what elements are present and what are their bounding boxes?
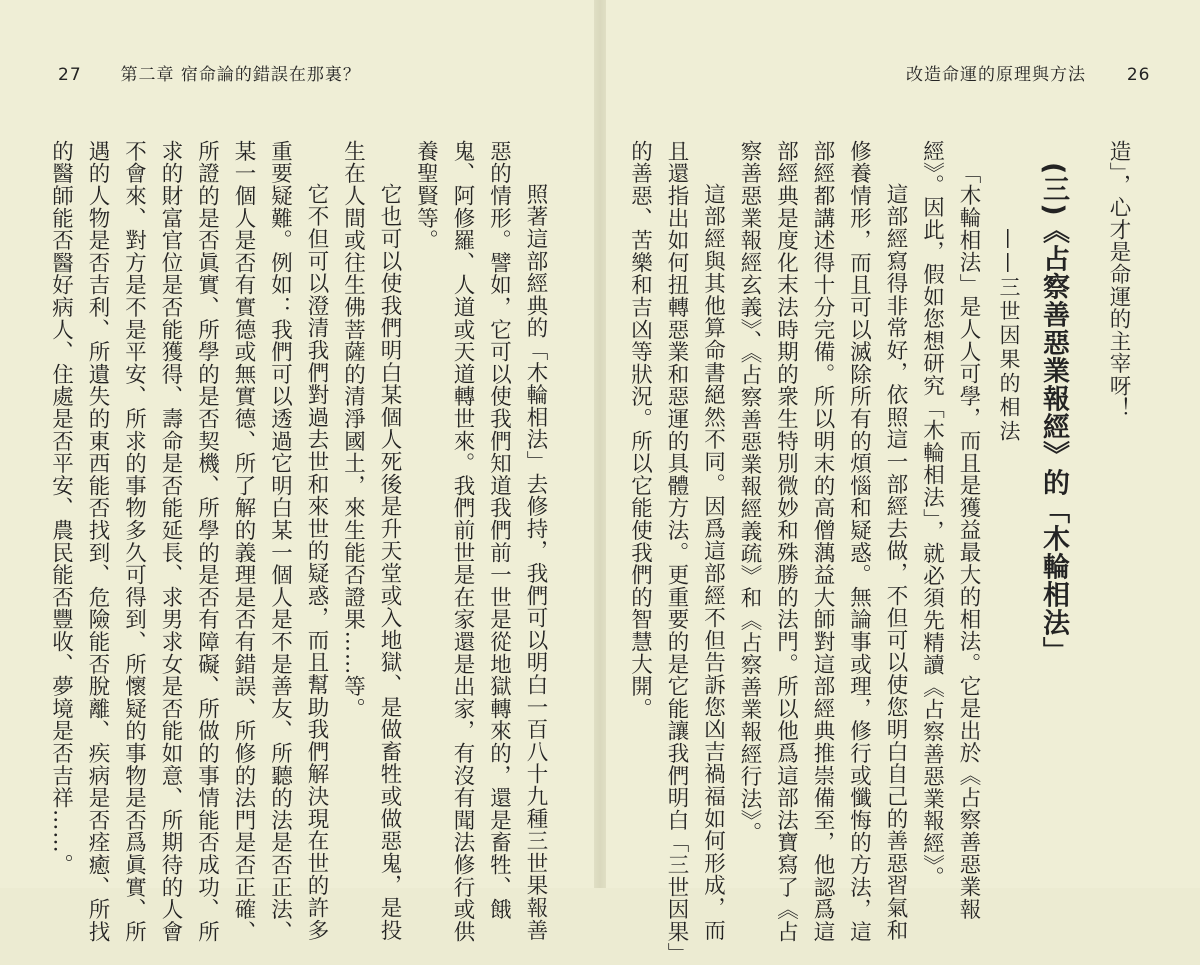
paragraph-line: 且還指出如何扭轉惡業和惡運的具體方法。更重要的是它能讓我們明白「三世因果」 (664, 140, 689, 965)
right-page-number: 26 (1126, 65, 1151, 85)
paragraph-line: 它也可以使我們明白某個人死後是升天堂或入地獄、是做畜牲或做惡鬼，是投 (377, 183, 402, 942)
left-page-number: 27 (58, 65, 82, 85)
paragraph-line: 這部經與其他算命書絕然不同。因爲這部經不但告訴您凶吉禍福如何形成，而 (700, 183, 726, 942)
paragraph-line: 惡的情形。譬如，它可以使我們知道我們前一世是從地獄轉來的，還是畜牲、餓 (486, 140, 512, 921)
paragraph-line: 部經都講述得十分完備。所以明末的高僧蕅益大師對這部經典推崇備至，他認爲這 (810, 140, 835, 943)
paragraph-line: 生在人間或往生佛菩薩的清淨國土，來生能否證果……等。 (340, 140, 366, 720)
paragraph-line: 修養情形，而且可以滅除所有的煩惱和疑惑。無論事或理，修行或懺悔的方法，這 (846, 140, 872, 943)
paragraph-line: 某一個人是否有實德或無實德、所了解的義理是否有錯誤、所修的法門是否正確、 (231, 140, 256, 943)
opening-line-column (1096, 140, 1136, 860)
right-book-title: 改造命運的原理與方法 (906, 65, 1086, 85)
right-page (606, 0, 1200, 965)
paragraph-line: 所證的是否眞實、所學的是否契機、所學的是否有障礙、所做的事情能否成功、所 (194, 140, 220, 943)
paragraph-line: 的醫師能否醫好病人、住處是否平安、農民能否豐收、夢境是否吉祥……。 (48, 140, 74, 876)
paragraph-line: 照著這部經典的「木輪相法」去修持，我們可以明白一百八十九種三世果報善 (523, 183, 548, 942)
paragraph-line: 重要疑難。例如：我們可以透過它明白某一個人是不是善友、所聽的法是否正法、 (267, 140, 293, 943)
paragraph-line: 「木輪相法」是人人可學，而且是獲益最大的相法。它是出於《占察善惡業報 (956, 161, 981, 920)
paragraph-line: 這部經寫得非常好，依照這一部經去做，不但可以使您明白自己的善惡習氣和 (883, 183, 908, 942)
paragraph-line: 它不但可以澄清我們對過去世和來世的疑惑，而且幫助我們解決現在世的許多 (304, 183, 329, 942)
paragraph-line: 察善惡業報經玄義》、《占察善惡業報經義疏》和《占察善業報經行法》。 (737, 140, 762, 844)
left-chapter-title: 第二章 宿命論的錯誤在那裏？ (120, 65, 361, 85)
left-page-header (58, 60, 361, 85)
left-page-body (45, 140, 553, 943)
right-page-body (626, 140, 986, 965)
right-page-header (906, 60, 1150, 85)
paragraph-line: 養聖賢等。 (413, 140, 439, 252)
paragraph-line: 的善惡、苦樂和吉凶等狀況。所以它能使我們的智慧大開。 (627, 140, 653, 720)
left-page (0, 0, 594, 943)
paragraph-line: 求的財富官位是否能獲得、壽命是否能延長、求男求女是否能如意、所期待的人會 (158, 140, 183, 943)
section-subheading: ——三世因果的相法 (997, 228, 1021, 444)
paragraph-line: 部經典是度化末法時期的衆生特別微妙和殊勝的法門。所以他爲這部法寶寫了《占 (773, 140, 799, 943)
paragraph-line: 經》。因此，假如您想研究「木輪相法」，就必須先精讀《占察善惡業報經》。 (919, 140, 945, 889)
paragraph-line: 遇的人物是否吉利、所遺失的東西能否找到、危險能否脫離、疾病是否痊癒、所找 (85, 140, 110, 943)
paragraph-line: 不會來、對方是不是平安、所求的事物多久可得到、所懷疑的事物是否爲眞實、所 (121, 140, 147, 943)
paragraph-line: 鬼、阿修羅、人道或天道轉世來。我們前世是在家還是出家，有沒有聞法修行或供 (450, 140, 475, 943)
section-heading: (三)《占察善惡業報經》的「木輪相法」 (1038, 162, 1069, 665)
opening-line: 造」，心才是命運的主宰呀！ (1106, 140, 1131, 420)
